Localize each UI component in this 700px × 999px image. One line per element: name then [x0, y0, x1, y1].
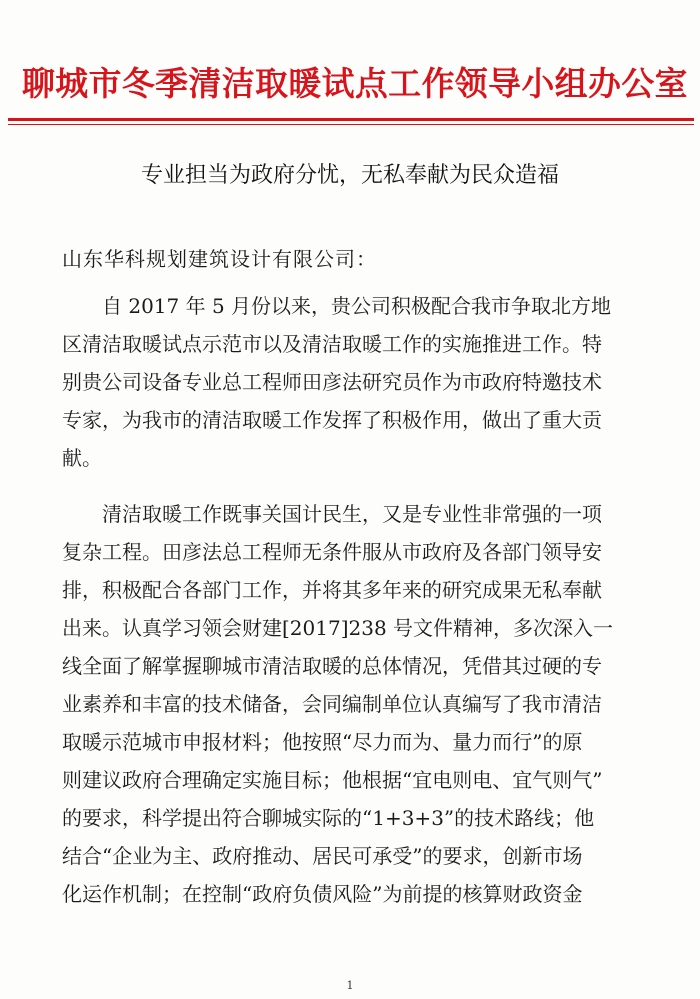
page-number: 1 — [346, 979, 354, 992]
body-line: 业素养和丰富的技术储备，会同编制单位认真编写了我市清洁 — [62, 692, 602, 716]
body-line: 别贵公司设备专业总工程师田彦法研究员作为市政府特邀技术 — [62, 370, 602, 394]
body-line: 献。 — [62, 446, 102, 470]
body-line: 出来。认真学习领会财建[2017]238 号文件精神，多次深入一 — [62, 616, 614, 640]
body-line: 清洁取暖工作既事关国计民生，又是专业性非常强的一项 — [102, 502, 602, 526]
body-line: 复杂工程。田彦法总工程师无条件服从市政府及各部门领导安 — [62, 540, 602, 564]
body-line: 线全面了解掌握聊城市清洁取暖的总体情况，凭借其过硬的专 — [62, 654, 602, 678]
body-line: 区清洁取暖试点示范市以及清洁取暖工作的实施推进工作。特 — [62, 332, 602, 356]
body-line: 则建议政府合理确定实施目标；他根据“宜电则电、宜气则气” — [62, 768, 603, 792]
document-title: 专业担当为政府分忧，无私奉献为民众造福 — [140, 163, 559, 188]
salutation: 山东华科规划建筑设计有限公司： — [62, 247, 377, 271]
body-line: 排，积极配合各部门工作，并将其多年来的研究成果无私奉献 — [62, 578, 602, 602]
body-line: 的要求，科学提出符合聊城实际的“1+3+3”的技术路线；他 — [62, 806, 595, 830]
body-line: 专家，为我市的清洁取暖工作发挥了积极作用，做出了重大贡 — [62, 408, 602, 432]
body-line: 自 2017 年 5 月份以来，贵公司积极配合我市争取北方地 — [102, 294, 612, 318]
body-line: 结合“企业为主、政府推动、居民可承受”的要求，创新市场 — [62, 844, 583, 868]
letterhead-rule-thick — [8, 118, 694, 121]
body-line: 取暖示范城市申报材料；他按照“尽力而为、量力而行”的原 — [62, 730, 583, 754]
letterhead-title: 聊城市冬季清洁取暖试点工作领导小组办公室 — [21, 64, 688, 103]
body-line: 化运作机制；在控制“政府负债风险”为前提的核算财政资金 — [62, 882, 583, 906]
letterhead-rule-thin — [8, 124, 694, 125]
